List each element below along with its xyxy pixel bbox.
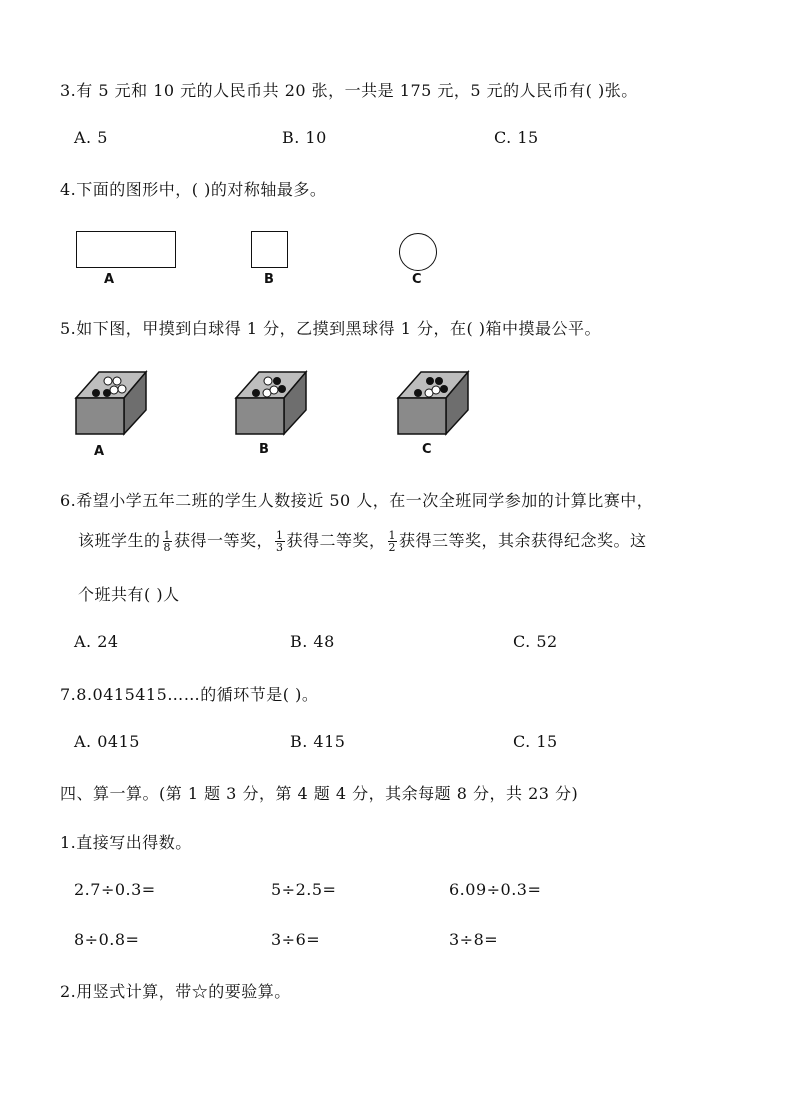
fraction-one-third: $\frac{1}{3}$ xyxy=(276,529,284,554)
circle-shape xyxy=(399,233,437,271)
section4-q2: 2.用竖式计算，带☆的要验算。 xyxy=(60,982,291,1001)
q7-option-b: B. 415 xyxy=(290,732,346,751)
q3-option-c: C. 15 xyxy=(494,128,539,147)
q7-option-a: A. 0415 xyxy=(74,732,140,751)
calc-item-1: 2.7÷0.3= xyxy=(74,880,156,899)
calc-item-4: 8÷0.8= xyxy=(74,930,140,949)
q3-option-b: B. 10 xyxy=(282,128,327,147)
q6-line2-c: 获得二等奖， xyxy=(286,531,386,550)
q6-line2-d: 获得三等奖，其余获得纪念奖。这 xyxy=(399,531,647,550)
calc-item-3: 6.09÷0.3= xyxy=(449,880,542,899)
q4-label-a: A xyxy=(104,272,115,287)
calc-item-6: 3÷8= xyxy=(449,930,499,949)
q6-line2-a: 该班学生的 xyxy=(78,531,161,550)
q7-option-c: C. 15 xyxy=(513,732,558,751)
q5-label-c: C xyxy=(422,442,432,457)
ball-box-c xyxy=(396,368,471,438)
calc-item-5: 3÷6= xyxy=(271,930,321,949)
q5-text: 5.如下图，甲摸到白球得 1 分，乙摸到黑球得 1 分，在( )箱中摸最公平。 xyxy=(60,319,602,338)
square-shape xyxy=(251,231,288,268)
q6-line3: 个班共有( )人 xyxy=(78,585,180,604)
ball-box-a xyxy=(74,368,149,438)
rectangle-shape xyxy=(76,231,176,268)
q6-line2-b: 获得一等奖， xyxy=(174,531,274,550)
q4-label-b: B xyxy=(264,272,274,287)
q7-text: 7.8.0415415……的循环节是( )。 xyxy=(60,685,319,704)
q6-option-c: C. 52 xyxy=(513,632,558,651)
q6-option-b: B. 48 xyxy=(290,632,335,651)
q6-line2 xyxy=(78,528,647,553)
q3-option-a: A. 5 xyxy=(74,128,108,147)
ball-box-b xyxy=(234,368,309,438)
q5-label-a: A xyxy=(94,444,105,459)
q5-label-b: B xyxy=(259,442,269,457)
calc-item-2: 5÷2.5= xyxy=(271,880,337,899)
section4-title: 四、算一算。(第 1 题 3 分，第 4 题 4 分，其余每题 8 分，共 23 分) xyxy=(60,784,579,803)
q4-label-c: C xyxy=(412,272,422,287)
q6-line1: 6.希望小学五年二班的学生人数接近 50 人，在一次全班同学参加的计算比赛中， xyxy=(60,491,654,510)
fraction-one-eighth: $\frac{1}{8}$ xyxy=(163,529,172,554)
q6-option-a: A. 24 xyxy=(74,632,119,651)
fraction-one-half: $\frac{1}{2}$ xyxy=(388,529,397,554)
q4-text: 4.下面的图形中，( )的对称轴最多。 xyxy=(60,180,327,199)
section4-q1: 1.直接写出得数。 xyxy=(60,833,192,852)
q3-text: 3.有 5 元和 10 元的人民币共 20 张，一共是 175 元，5 元的人民币有( )张。 xyxy=(60,81,638,100)
